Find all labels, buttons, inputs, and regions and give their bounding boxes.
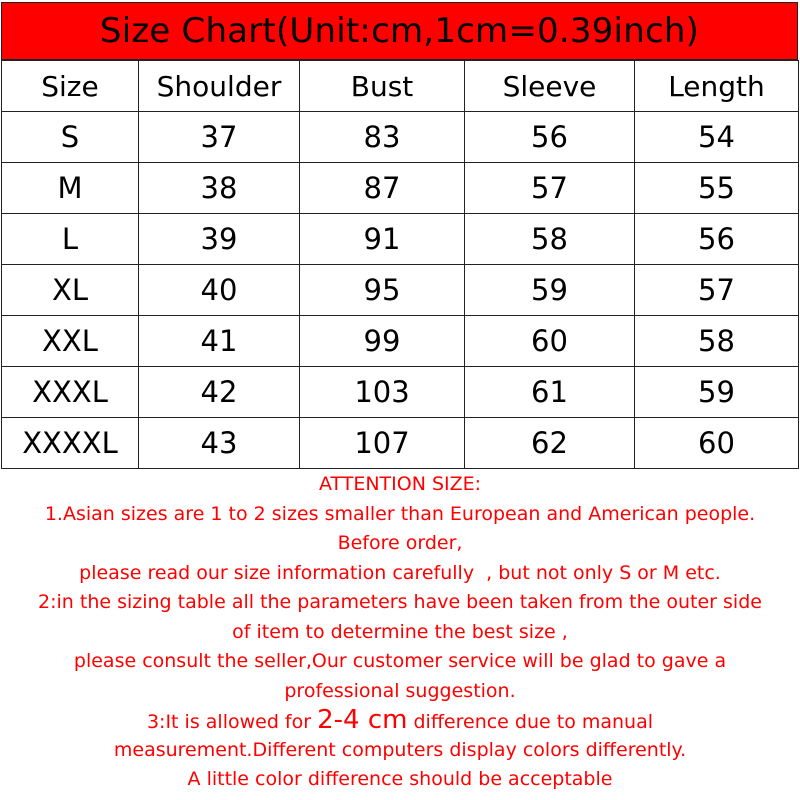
notes-line: A little color difference should be acceptable [187, 768, 613, 790]
notes-line: measurement.Different computers display colors differently. [113, 738, 687, 761]
cell-sleeve: 60 [465, 316, 635, 367]
cell-shoulder: 41 [139, 316, 300, 367]
cell-bust: 103 [300, 367, 465, 418]
tolerance-suffix: difference due to manual [407, 711, 654, 733]
cell-length: 54 [635, 112, 799, 163]
cell-size: XXXXL [2, 418, 139, 469]
cell-size: XXXL [2, 367, 139, 418]
size-table [1, 60, 799, 469]
cell-shoulder: 38 [139, 163, 300, 214]
table-row [2, 367, 799, 418]
notes-heading: ATTENTION SIZE: [318, 473, 482, 495]
table-row [2, 316, 799, 367]
cell-sleeve: 57 [465, 163, 635, 214]
tolerance-value: 2-4 cm [317, 705, 408, 735]
cell-size: L [2, 214, 139, 265]
cell-bust: 87 [300, 163, 465, 214]
header-length: Length [635, 61, 799, 112]
cell-shoulder: 37 [139, 112, 300, 163]
cell-shoulder: 43 [139, 418, 300, 469]
notes-line: please consult the seller,Our customer service will be glad to gave a [73, 650, 727, 672]
notes-line: 2:in the sizing table all the parameters have been taken from the outer side [38, 591, 762, 613]
notes-line: 1.Asian sizes are 1 to 2 sizes smaller than European and American people. [44, 502, 756, 525]
notes-line: please read our size information carefully , but not only S or M etc. [79, 561, 721, 584]
cell-bust: 99 [300, 316, 465, 367]
table-row [2, 418, 799, 469]
cell-size: S [2, 112, 139, 163]
table-row [2, 112, 799, 163]
tolerance-prefix: 3:It is allowed for [146, 711, 318, 733]
cell-sleeve: 62 [465, 418, 635, 469]
cell-length: 57 [635, 265, 799, 316]
attention-notes [0, 470, 800, 795]
cell-sleeve: 56 [465, 112, 635, 163]
cell-bust: 95 [300, 265, 465, 316]
cell-shoulder: 42 [139, 367, 300, 418]
cell-length: 59 [635, 367, 799, 418]
cell-length: 56 [635, 214, 799, 265]
cell-size: XL [2, 265, 139, 316]
table-row [2, 214, 799, 265]
table-row [2, 163, 799, 214]
cell-bust: 107 [300, 418, 465, 469]
cell-size: XXL [2, 316, 139, 367]
table-header-row [2, 61, 799, 112]
notes-line-tolerance [0, 706, 800, 736]
notes-line: professional suggestion. [284, 679, 516, 702]
notes-line: of item to determine the best size , [232, 620, 568, 643]
cell-sleeve: 61 [465, 367, 635, 418]
cell-size: M [2, 163, 139, 214]
cell-shoulder: 39 [139, 214, 300, 265]
header-sleeve: Sleeve [465, 61, 635, 112]
cell-length: 60 [635, 418, 799, 469]
cell-sleeve: 58 [465, 214, 635, 265]
cell-sleeve: 59 [465, 265, 635, 316]
cell-shoulder: 40 [139, 265, 300, 316]
header-size: Size [2, 61, 139, 112]
notes-line: Before order, [337, 532, 463, 554]
table-row [2, 265, 799, 316]
chart-title: Size Chart(Unit:cm,1cm=0.39inch) [1, 2, 798, 60]
header-shoulder: Shoulder [139, 61, 300, 112]
cell-bust: 83 [300, 112, 465, 163]
header-bust: Bust [300, 61, 465, 112]
cell-length: 55 [635, 163, 799, 214]
cell-bust: 91 [300, 214, 465, 265]
cell-length: 58 [635, 316, 799, 367]
